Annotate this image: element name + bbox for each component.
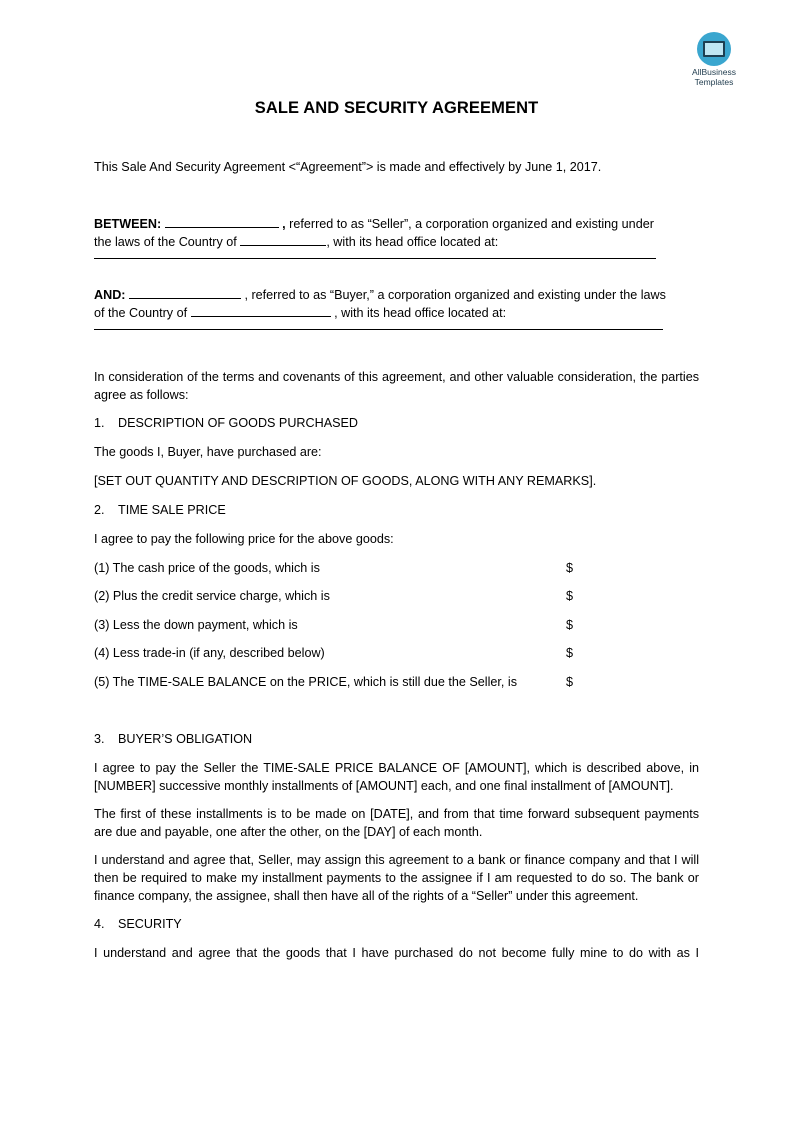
section-3-paragraph-1: I agree to pay the Seller the TIME-SALE PRICE BALANCE OF [AMOUNT], which is described above, in [NUMBER] successive monthly installments of [AMOUNT] each, and one final installment of [AMOUNT].	[94, 761, 699, 793]
price-item-5	[94, 673, 699, 691]
buyer-address-blank	[94, 322, 663, 330]
section-4-heading	[94, 915, 699, 933]
between-text-1: referred to as “Seller”, a corporation organized and existing under	[289, 217, 654, 231]
seller-name-blank	[165, 215, 279, 228]
between-text-3: , with its head office located at:	[326, 235, 499, 249]
between-comma: ,	[282, 217, 286, 231]
section-3-heading	[94, 730, 699, 748]
price-item-currency: $	[566, 646, 574, 660]
section-1-heading	[94, 414, 699, 432]
between-label: BETWEEN:	[94, 217, 162, 231]
between-line-2	[94, 233, 699, 251]
price-item-currency: $	[566, 618, 574, 632]
logo-line-2: Templates	[694, 76, 734, 87]
buyer-name-blank	[129, 286, 241, 299]
section-2-title: TIME SALE PRICE	[118, 503, 226, 517]
section-2-number: 2.	[94, 503, 105, 517]
price-item-label: (4) Less trade-in (if any, described below)	[94, 646, 325, 660]
price-item-label: (5) The TIME-SALE BALANCE on the PRICE, which is still due the Seller, is	[94, 675, 517, 689]
price-item-currency: $	[566, 589, 574, 603]
price-item-currency: $	[566, 561, 574, 575]
section-3-paragraph-3: I understand and agree that, Seller, may assign this agreement to a bank or finance company and that I will then be required to make my installment payments to the assignee if I am requested to do so. The bank or finance company, the assignee, shall then have all of the rights of a “Seller” under this agreement.	[94, 853, 699, 903]
price-item-label: (3) Less the down payment, which is	[94, 618, 298, 632]
price-item-label: (1) The cash price of the goods, which is	[94, 561, 320, 575]
section-1-title: DESCRIPTION OF GOODS PURCHASED	[118, 416, 359, 430]
document-body	[94, 158, 699, 962]
price-item-currency: $	[566, 675, 574, 689]
price-item-3	[94, 616, 699, 634]
section-1-paragraph-2: [SET OUT QUANTITY AND DESCRIPTION OF GOODS, ALONG WITH ANY REMARKS].	[94, 474, 597, 488]
and-label: AND:	[94, 288, 126, 302]
price-item-label: (2) Plus the credit service charge, which is	[94, 589, 330, 603]
seller-address-blank	[94, 251, 656, 259]
and-text-1: , referred to as “Buyer,” a corporation organized and existing under the laws	[244, 288, 666, 302]
section-1-paragraph-1: The goods I, Buyer, have purchased are:	[94, 445, 322, 459]
and-line-1	[94, 286, 699, 304]
section-1-number: 1.	[94, 416, 105, 430]
section-4-number: 4.	[94, 917, 105, 931]
section-2-paragraph-1: I agree to pay the following price for the above goods:	[94, 532, 394, 546]
section-3-number: 3.	[94, 732, 105, 746]
document-title: SALE AND SECURITY AGREEMENT	[254, 99, 539, 117]
price-item-4	[94, 644, 699, 662]
intro-paragraph: This Sale And Security Agreement <“Agreement”> is made and effectively by June 1, 2017.	[94, 160, 602, 174]
and-text-2: of the Country of	[94, 306, 188, 320]
between-line-1	[94, 215, 699, 233]
and-text-3: , with its head office located at:	[334, 306, 507, 320]
laptop-icon	[697, 32, 731, 66]
section-3-paragraph-2: The first of these installments is to be made on [DATE], and from that time forward subsequent payments are due and payable, one after the other, on the [DAY] of each month.	[94, 807, 699, 839]
section-4-paragraph-1: I understand and agree that the goods that I have purchased do not become fully mine to do with as I	[94, 946, 699, 960]
section-3-title: BUYER’S OBLIGATION	[118, 732, 253, 746]
price-item-2	[94, 587, 699, 605]
buyer-country-blank	[191, 304, 331, 317]
section-2-heading	[94, 501, 699, 519]
company-logo	[684, 32, 744, 87]
section-4-title: SECURITY	[118, 917, 182, 931]
consideration-paragraph: In consideration of the terms and covenants of this agreement, and other valuable consideration, the parties agree as follows:	[94, 370, 699, 402]
seller-country-blank	[240, 233, 326, 246]
logo-line-1: AllBusiness	[692, 67, 736, 77]
price-item-1	[94, 559, 699, 577]
and-line-2	[94, 304, 699, 322]
between-text-2: the laws of the Country of	[94, 235, 237, 249]
